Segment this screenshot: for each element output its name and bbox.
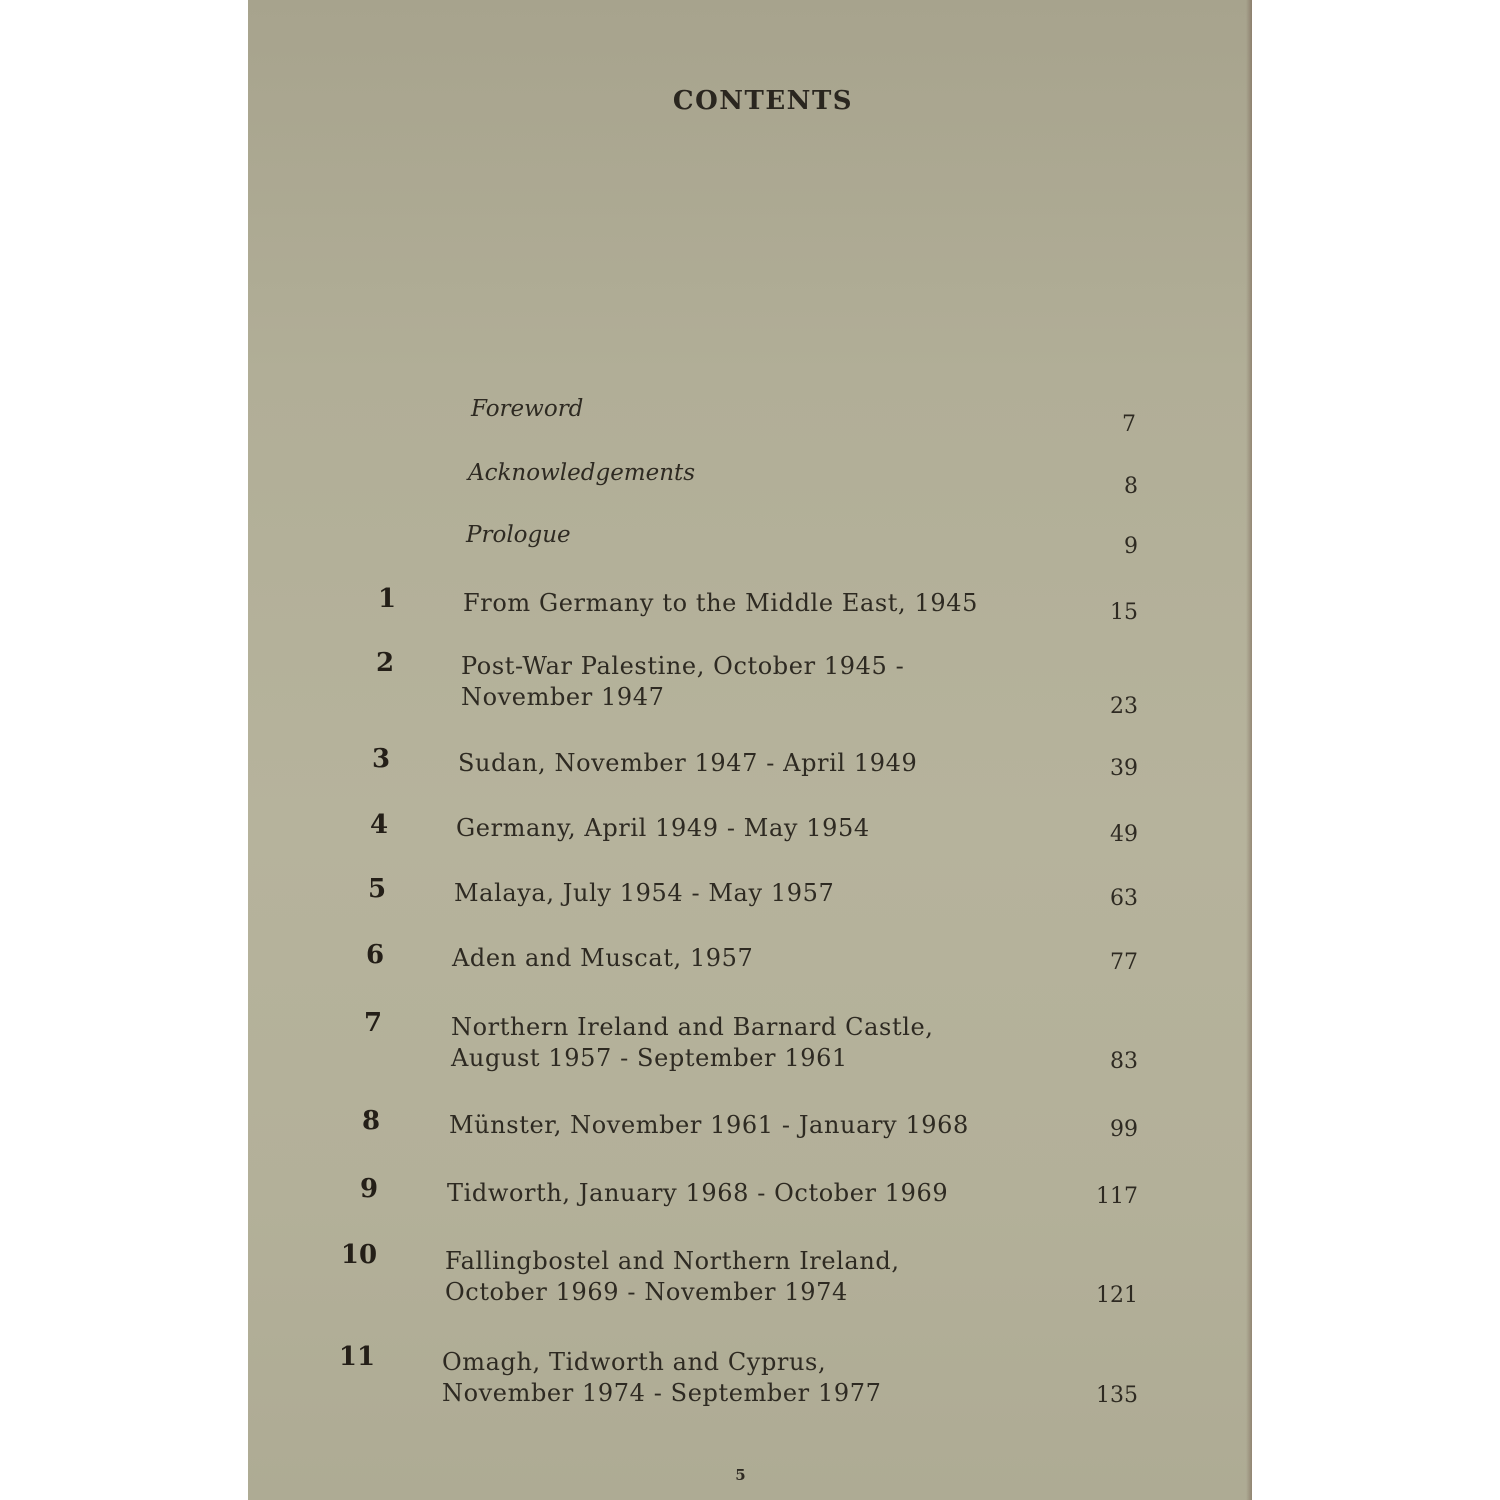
chapter-title-line: Northern Ireland and Barnard Castle, [451,1013,934,1041]
chapter-title-line: November 1974 - September 1977 [442,1379,882,1407]
chapter-page: 39 [1110,756,1138,781]
book-page [248,0,1252,1500]
chapter-title-line: August 1957 - September 1961 [451,1044,848,1072]
chapter-page: 23 [1110,694,1138,719]
page-edge [1246,0,1252,1500]
chapter-title-line: Fallingbostel and Northern Ireland, [445,1247,900,1275]
chapter-title-line: Malaya, July 1954 - May 1957 [454,879,835,907]
chapter-title [461,651,904,713]
chapter-page: 15 [1110,600,1138,625]
chapter-number: 3 [371,744,391,774]
chapter-title [456,813,870,844]
chapter-page: 117 [1096,1184,1138,1209]
chapter-title-line: Post-War Palestine, October 1945 - [461,652,905,680]
chapter-title-line: Münster, November 1961 - January 1968 [449,1111,969,1139]
chapter-title-line: From Germany to the Middle East, 1945 [463,589,978,617]
chapter-title-line: Aden and Muscat, 1957 [452,944,754,972]
chapter-title-line: Omagh, Tidworth and Cyprus, [442,1348,827,1376]
chapter-number: 2 [375,648,395,678]
front-matter-page: 9 [1124,534,1138,559]
chapter-title-line: Germany, April 1949 - May 1954 [456,814,870,842]
chapter-number: 11 [338,1342,376,1372]
chapter-title [463,588,978,619]
chapter-title [449,1110,969,1141]
chapter-title-line: October 1969 - November 1974 [445,1278,848,1306]
chapter-page: 135 [1096,1383,1138,1408]
chapter-title-line: Sudan, November 1947 - April 1949 [458,749,918,777]
page-folio: 5 [735,1466,746,1484]
chapter-page: 121 [1096,1283,1138,1308]
front-matter-title: Prologue [466,522,571,548]
chapter-page: 49 [1110,822,1138,847]
chapter-title [442,1347,881,1409]
chapter-number: 7 [363,1008,383,1038]
chapter-number: 6 [365,940,385,970]
chapter-number: 5 [367,874,387,904]
chapter-title-line: November 1947 [461,683,665,711]
contents-heading: CONTENTS [672,86,854,116]
chapter-title [454,878,834,909]
chapter-title [445,1246,900,1308]
chapter-page: 99 [1110,1117,1138,1142]
front-matter-page: 7 [1122,412,1136,437]
chapter-page: 63 [1110,886,1138,911]
chapter-title [458,748,917,779]
chapter-page: 83 [1110,1049,1138,1074]
front-matter-page: 8 [1124,474,1138,499]
chapter-number: 4 [369,810,389,840]
chapter-number: 9 [359,1174,379,1204]
chapter-title [451,1012,934,1074]
front-matter-title: Foreword [471,396,584,422]
chapter-number: 8 [361,1106,381,1136]
chapter-title-line: Tidworth, January 1968 - October 1969 [447,1179,949,1207]
chapter-number: 10 [340,1240,378,1270]
chapter-title [452,943,753,974]
front-matter-title: Acknowledgements [468,460,696,486]
chapter-number: 1 [377,584,397,614]
chapter-title [447,1178,948,1209]
chapter-page: 77 [1110,950,1138,975]
